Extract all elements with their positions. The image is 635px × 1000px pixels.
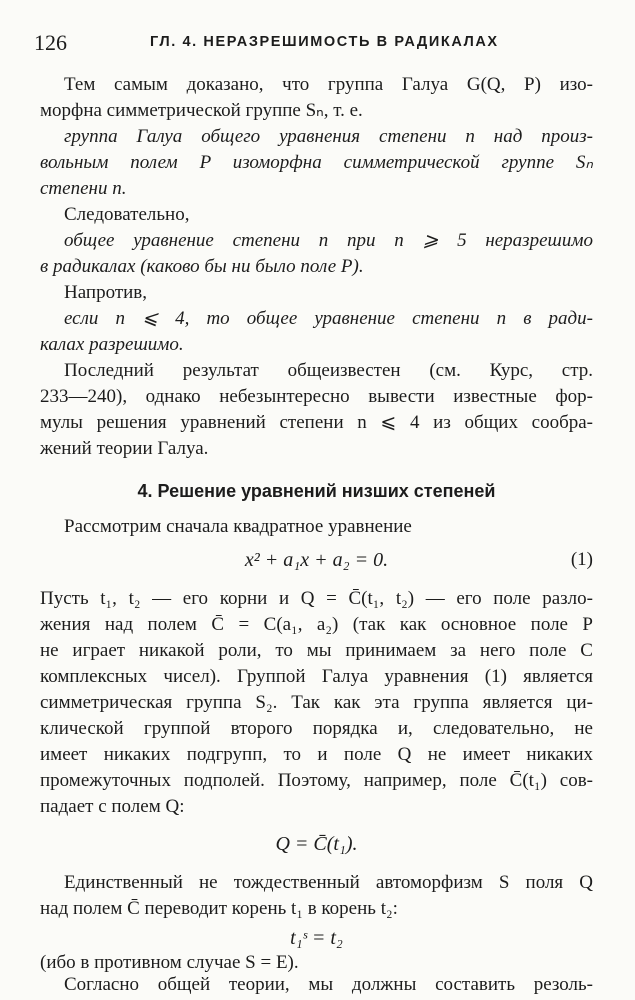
text-line: комплексных чисел). Группой Галуа уравнения (1) является [40,666,593,687]
text-line: промежуточных подполей. Поэтому, например, поле C̄(t₁) сов- [40,770,593,791]
equation-2: Q = C̄(t₁). [275,833,358,855]
running-head: ГЛ. 4. НЕРАЗРЕШИМОСТЬ В РАДИКАЛАХ [150,34,499,50]
text-line: если n ⩽ 4, то общее уравнение степени n в ради- [64,308,593,329]
equation-3: t₁ˢ = t₂ [290,927,343,949]
text-line: симметрическая группа S₂. Так как эта группа является ци- [40,692,593,713]
text-line: клической группой второго порядка и, следовательно, не [40,718,593,739]
text-line: имеет никаких подгрупп, то и поле Q не имеет никаких [40,744,593,765]
text-line: Следовательно, [64,204,190,225]
text-line: падает с полем Q: [40,796,185,817]
section-heading: 4. Решение уравнений низших степеней [137,481,496,501]
text-line: (ибо в противном случае S = E). [40,952,299,973]
text-line: Согласно общей теории, мы должны составить резоль- [64,974,593,995]
text-line: не играет никакой роли, то мы принимаем за него поле C [40,640,593,661]
text-line: калах разрешимо. [40,334,184,355]
text-line: Рассмотрим сначала квадратное уравнение [64,516,412,537]
text-line: вольным полем P изоморфна симметрической группе Sₙ [40,152,593,173]
equation-1: x² + a₁x + a₂ = 0. [244,549,389,571]
text-line: морфна симметрической группе Sₙ, т. е. [40,100,363,121]
text-line: жения над полем C̄ = C(a₁, a₂) (так как основное поле P [40,614,593,635]
text-line: Пусть t₁, t₂ — его корни и Q = C̄(t₁, t₂) — его поле разло- [40,588,593,609]
text-line: Напротив, [64,282,148,303]
text-line: Тем самым доказано, что группа Галуа G(Q, P) изо- [64,74,593,95]
text-line: Единственный не тождественный автоморфизм S поля Q [64,872,593,893]
equation-1-number: (1) [570,549,593,570]
text-line: 233—240), однако небезынтересно вывести известные фор- [40,386,593,407]
page-number: 126 [34,30,67,55]
text-line: над полем C̄ переводит корень t₁ в корень t₂: [40,898,398,919]
page-header [0,30,635,54]
text-line: степени n. [40,178,127,199]
text-line: в радикалах (каково бы ни было поле P). [40,256,364,277]
text-line: Последний результат общеизвестен (см. Курс, стр. [64,360,593,381]
text-line: мулы решения уравнений степени n ⩽ 4 из общих сообра- [40,412,593,433]
text-line: общее уравнение степени n при n ⩾ 5 неразрешимо [64,230,593,251]
text-line: группа Галуа общего уравнения степени n над произ- [64,126,593,147]
text-line: жений теории Галуа. [40,438,209,459]
